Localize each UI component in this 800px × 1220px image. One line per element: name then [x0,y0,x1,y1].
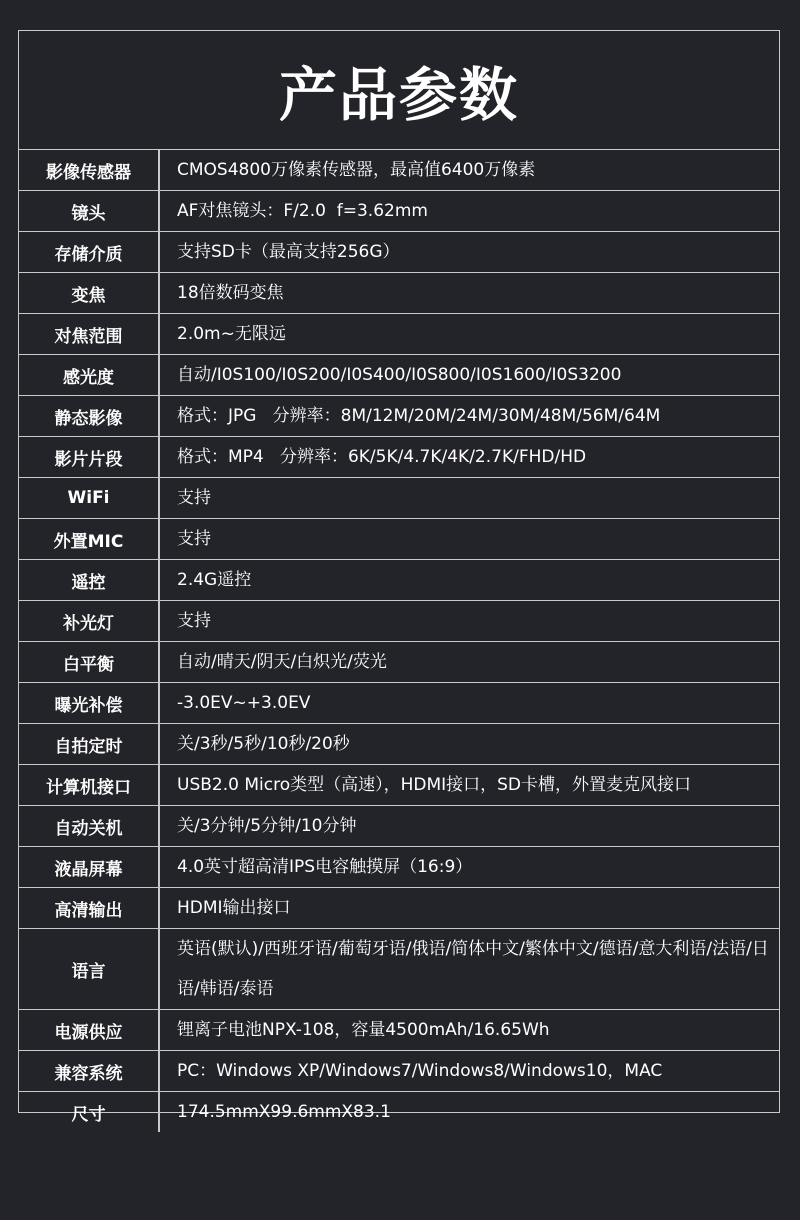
spec-label: 液晶屏幕 [19,847,159,888]
spec-value: 支持 [159,478,779,519]
spec-value: -3.0EV~+3.0EV [159,683,779,724]
spec-row-fill-light [19,601,779,642]
spec-row-compatibility [19,1051,779,1092]
spec-row-zoom [19,273,779,314]
spec-value: 2.4G遥控 [159,560,779,601]
spec-value: PC：Windows XP/Windows7/Windows8/Windows10，MAC [159,1051,779,1092]
spec-value: 格式：JPG 分辨率：8M/12M/20M/24M/30M/48M/56M/64M [159,396,779,437]
spec-row-remote [19,560,779,601]
spec-label: 计算机接口 [19,765,159,806]
spec-row-focus-range [19,314,779,355]
spec-label: 影像传感器 [19,150,159,191]
spec-label: 镜头 [19,191,159,232]
spec-label: 补光灯 [19,601,159,642]
spec-label: WiFi [19,478,159,519]
spec-value: AF对焦镜头：F/2.0 f=3.62mm [159,191,779,232]
spec-value: 锂离子电池NPX-108，容量4500mAh/16.65Wh [159,1010,779,1051]
spec-label: 尺寸 [19,1092,159,1133]
spec-label: 曝光补偿 [19,683,159,724]
spec-value: 18倍数码变焦 [159,273,779,314]
spec-value: 支持 [159,519,779,560]
spec-label: 自动关机 [19,806,159,847]
spec-row-still-image [19,396,779,437]
spec-table [19,150,779,1132]
spec-value: 自动/晴天/阴天/白炽光/荧光 [159,642,779,683]
spec-value: HDMI输出接口 [159,888,779,929]
spec-label: 电源供应 [19,1010,159,1051]
spec-label: 外置MIC [19,519,159,560]
spec-value: 4.0英寸超高清IPS电容触摸屏（16:9） [159,847,779,888]
spec-value: 支持SD卡（最高支持256G） [159,232,779,273]
spec-value: 支持 [159,601,779,642]
spec-row-exposure [19,683,779,724]
spec-label: 变焦 [19,273,159,314]
spec-row-language [19,929,779,1010]
spec-label: 遥控 [19,560,159,601]
spec-label: 白平衡 [19,642,159,683]
spec-label: 语言 [19,929,159,1010]
spec-row-power [19,1010,779,1051]
spec-row-sensor [19,150,779,191]
spec-label: 存储介质 [19,232,159,273]
spec-row-white-balance [19,642,779,683]
spec-value: CMOS4800万像素传感器，最高值6400万像素 [159,150,779,191]
spec-value: 格式：MP4 分辨率：6K/5K/4.7K/4K/2.7K/FHD/HD [159,437,779,478]
spec-row-lens [19,191,779,232]
spec-row-wifi [19,478,779,519]
spec-label: 感光度 [19,355,159,396]
spec-value: USB2.0 Micro类型（高速），HDMI接口，SD卡槽，外置麦克风接口 [159,765,779,806]
spec-value: 英语(默认)/西班牙语/葡萄牙语/俄语/简体中文/繁体中文/德语/意大利语/法语/日语/韩语/泰语 [159,929,779,1010]
spec-value: 174.5mmX99.6mmX83.1 [177,1102,391,1122]
spec-label: 影片片段 [19,437,159,478]
spec-row-self-timer [19,724,779,765]
spec-row-hd-output [19,888,779,929]
spec-value: 关/3分钟/5分钟/10分钟 [159,806,779,847]
spec-row-iso [19,355,779,396]
spec-row-lcd-screen [19,847,779,888]
spec-row-storage [19,232,779,273]
spec-label: 静态影像 [19,396,159,437]
spec-value: 2.0m~无限远 [159,314,779,355]
page-title: 产品参数 [19,31,779,150]
spec-row-external-mic [19,519,779,560]
spec-row-auto-off [19,806,779,847]
spec-label: 兼容系统 [19,1051,159,1092]
spec-label: 对焦范围 [19,314,159,355]
spec-label: 自拍定时 [19,724,159,765]
spec-value: 自动/I0S100/I0S200/I0S400/I0S800/I0S1600/I0S3200 [159,355,779,396]
spec-value: 关/3秒/5秒/10秒/20秒 [159,724,779,765]
spec-row-computer-interface [19,765,779,806]
spec-row-video [19,437,779,478]
spec-row-dimensions [19,1092,779,1133]
spec-label: 高清输出 [19,888,159,929]
spec-table-container [18,30,780,1125]
